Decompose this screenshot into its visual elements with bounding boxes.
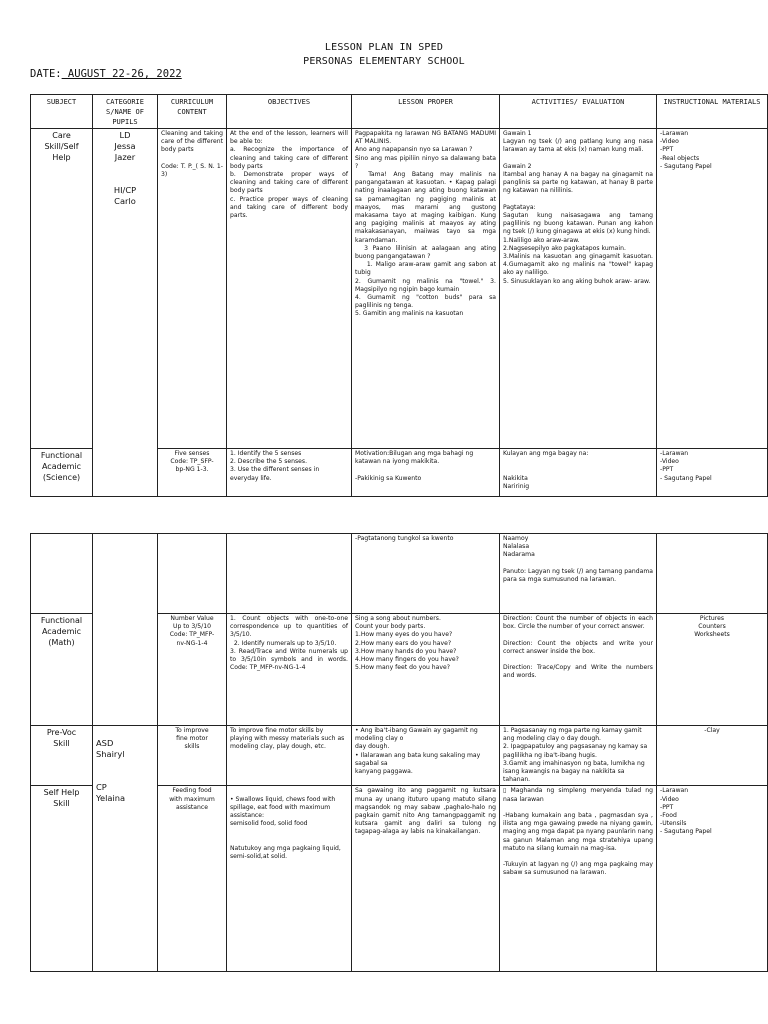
- cell-line: [503, 853, 653, 861]
- col-header-pupils: CATEGORIE S/NAME OF PUPILS: [93, 95, 158, 129]
- cell-line: To improve: [175, 727, 209, 734]
- subject-cell: [31, 129, 93, 449]
- cell-line: [96, 727, 154, 738]
- cell-line: -Tukuyin at lagyan ng (/) ang mga pagkaing may sabaw sa sumusunod na larawan.: [503, 861, 655, 877]
- cell-line: Direction: Count the objects and write your correct answer inside the box.: [503, 639, 655, 655]
- cell-line: Worksheets: [694, 631, 730, 639]
- cell-line: Cleaning and taking care of the different body parts: [161, 130, 225, 154]
- cell-line: kanyang paggawa.: [355, 768, 413, 776]
- cell-line: -Larawan: [660, 130, 689, 137]
- cell-line: Pictures: [699, 615, 725, 622]
- lesson-plan-table-2: [30, 533, 768, 972]
- cell-line: -Pakikinig sa Kuwento: [355, 474, 422, 482]
- cell-line: - Sagutang Papel: [660, 474, 712, 482]
- cell-line: Care: [52, 131, 71, 140]
- cell-line: 1.How many eyes do you have?: [355, 631, 453, 639]
- objectives-cell: [227, 726, 352, 786]
- cell-line: Sino ang mas pipiliin ninyo sa dalawang bata ?: [355, 154, 498, 170]
- activities-cell: [500, 614, 657, 726]
- curriculum-cell: [158, 786, 227, 972]
- cell-line: [96, 174, 154, 185]
- col-header-lesson-proper: LESSON PROPER: [352, 95, 500, 129]
- pupils-cell: [93, 726, 158, 972]
- subject-cell: [31, 786, 93, 972]
- objectives-cell: [227, 786, 352, 972]
- cell-line: Pagpapakita ng larawan NG BATANG MADUMI AT MALINIS.: [355, 130, 498, 146]
- cell-line: -Clay: [704, 727, 720, 734]
- curriculum-cell: [158, 129, 227, 449]
- lesson-proper-cell: [352, 534, 500, 614]
- pupils-cell: [93, 534, 158, 726]
- cell-line: [355, 466, 496, 474]
- cell-line: • Ang iba't-ibang Gawain ay gagamit ng modeling clay o: [355, 727, 480, 743]
- cell-line: Jessa: [114, 141, 136, 151]
- cell-line: -PPT: [660, 803, 674, 811]
- cell-line: [230, 837, 348, 845]
- col-header-activities: ACTIVITIES/ EVALUATION: [500, 95, 657, 129]
- col-header-objectives: OBJECTIVES: [227, 95, 352, 129]
- curriculum-cell: [158, 534, 227, 614]
- cell-line: Yelaina: [96, 793, 126, 803]
- cell-line: ASD: [96, 738, 114, 748]
- lesson-plan-table-1: [30, 94, 768, 497]
- cell-line: b. Demonstrate proper ways of cleaning and taking care of different body parts: [230, 171, 350, 195]
- cell-line: 4. Gumamit ng "cotton buds" para sa paglilinis ng tenga.: [355, 294, 498, 310]
- objectives-cell: [227, 449, 352, 497]
- lesson-proper-cell: [352, 786, 500, 972]
- cell-line: Motivation:Bilugan ang mga bahagi ng katawan na iyong makikita.: [355, 450, 476, 466]
- cell-line: (Math): [48, 638, 75, 647]
- cell-line: Pagtataya:: [503, 203, 536, 211]
- cell-line: Code: T. P._( S. N. 1-3): [161, 162, 223, 179]
- materials-cell: [657, 129, 768, 449]
- materials-cell: [657, 726, 768, 786]
- cell-line: Panuto: Lagyan ng tsek (/) ang tamang pandama para sa mga sumusunod na larawan.: [503, 567, 655, 584]
- cell-line: -PPT: [660, 146, 674, 154]
- cell-line: LD: [119, 130, 131, 140]
- cell-line: semisolid food, solid food: [230, 820, 308, 828]
- cell-line: Help: [52, 153, 71, 162]
- document-title: LESSON PLAN IN SPED: [324, 42, 444, 53]
- cell-line: Carlo: [114, 196, 136, 206]
- subject-cell: [31, 614, 93, 726]
- cell-line: 1. Identify the 5 senses: [230, 450, 302, 457]
- cell-line: [230, 787, 348, 795]
- cell-line: Itambal ang hanay A na bagay na ginagamit na panglinis sa parte ng katawan, at hanay B parte ng katawan na nililinis.: [503, 171, 655, 195]
- cell-line: Five senses: [174, 450, 210, 457]
- cell-line: [503, 155, 653, 163]
- cell-line: 3. Use the different senses in everyday life.: [230, 466, 322, 482]
- cell-line: [96, 760, 154, 771]
- col-header-subject: SUBJECT: [31, 95, 93, 129]
- cell-line: skills: [184, 743, 200, 751]
- cell-line: 5. Gamitin ang malinis na kasuotan: [355, 310, 464, 318]
- cell-line: [161, 155, 223, 163]
- activities-cell: [500, 534, 657, 614]
- cell-line: At the end of the lesson, learners will be able to:: [230, 130, 350, 146]
- materials-cell: [657, 534, 768, 614]
- cell-line: Kulayan ang mga bagay na:: [503, 450, 589, 457]
- subject-cell: [31, 449, 93, 497]
- cell-line: Skill/Self: [44, 142, 79, 151]
- cell-line: [503, 560, 653, 568]
- cell-line: (Science): [42, 473, 81, 482]
- lesson-proper-cell: [352, 129, 500, 449]
- cell-line: 2. Describe the 5 senses.: [230, 458, 308, 466]
- cell-line: - Sagutang Papel: [660, 162, 712, 170]
- cell-line: Sagutan kung naisasagawa ang tamang paglilinis ng buong katawan. Punan ang kahon ng tsek (/) kung ginagawa at ekis (x) kung hindi.: [503, 212, 655, 236]
- materials-cell: [657, 449, 768, 497]
- col-header-curriculum: CURRICULUM CONTENT: [158, 95, 227, 129]
- cell-line: [503, 804, 653, 812]
- activities-cell: [500, 786, 657, 972]
- cell-line: Shairyl: [96, 749, 125, 759]
- cell-line: [96, 163, 154, 174]
- materials-cell: [657, 786, 768, 972]
- cell-line: Gawain 2: [503, 162, 532, 170]
- cell-line: with maximum: [169, 795, 215, 803]
- cell-line: Number Value: [170, 615, 214, 622]
- lesson-proper-cell: [352, 449, 500, 497]
- cell-line: Functional: [40, 451, 83, 460]
- cell-line: nv-NG-1-4: [176, 639, 208, 647]
- cell-line: 1. Maligo araw-araw gamit ang sabon at tubig: [355, 261, 498, 277]
- cell-line: Counters: [698, 623, 726, 631]
- cell-line: Pre-Voc: [46, 728, 77, 737]
- cell-line: -Habang kumakain ang bata , pagmasdan sya , ilista ang mga gawaing pwede na niyang gawin, maging ang mga dapat pa nyang paunlarin nang sa ganun Malaman ang mga stratehiya upang matuto na silang kumain na mag-isa.: [503, 812, 655, 852]
- cell-line: 3.Gamit ang imahinasyon ng bata, lumikha ng isang kawangis na bagay na nakikita sa tahanan.: [503, 759, 647, 784]
- cell-line: Count your body parts.: [355, 623, 426, 631]
- cell-line: [503, 466, 653, 474]
- cell-line: Nakikita: [503, 474, 528, 482]
- cell-line: Up to 3/5/10: [173, 623, 211, 631]
- date-line: [30, 68, 182, 80]
- cell-line: 2.How many ears do you have?: [355, 639, 452, 647]
- cell-line: 1. Count objects with one-to-one correspondence up to quantities of 3/5/10.: [230, 615, 350, 639]
- table-row: [31, 534, 768, 614]
- cell-line: -Larawan: [660, 450, 689, 457]
- objectives-cell: [227, 614, 352, 726]
- curriculum-cell: [158, 726, 227, 786]
- date-value: AUGUST 22-26, 2022: [61, 68, 182, 80]
- materials-cell: [657, 614, 768, 726]
- cell-line: Code: TP_SFP-: [170, 458, 214, 466]
- cell-line: Gawain 1: [503, 130, 532, 137]
- activities-cell: [500, 129, 657, 449]
- cell-line: Direction: Count the number of objects in each box. Circle the number of your correct answer.: [503, 615, 655, 631]
- cell-line: bp-NG 1-3.: [175, 466, 209, 474]
- cell-line: 5. Sinusuklayan ko ang aking buhok araw- araw.: [503, 277, 651, 285]
- cell-line: CP: [96, 782, 107, 792]
- cell-line: Nadarama: [503, 551, 535, 559]
- cell-line: To improve fine motor skills by: [230, 727, 324, 734]
- cell-line: -Video: [660, 138, 679, 146]
- curriculum-cell: [158, 614, 227, 726]
- cell-line: [96, 771, 154, 782]
- cell-line: -Pagtatanong tungkol sa kwento: [355, 535, 454, 542]
- cell-line: -Larawan: [660, 787, 689, 795]
- activities-cell: [500, 449, 657, 497]
- table-row: [31, 129, 768, 449]
- cell-line: Code: TP_MFP-: [169, 631, 215, 639]
- objectives-cell: [227, 129, 352, 449]
- cell-line: -Food: [660, 812, 677, 820]
- cell-line: playing with messy materials such as modeling clay, play dough, etc.: [230, 735, 347, 751]
- cell-line: Natutukoy ang mga pagkaing liquid, semi-solid,at solid.: [230, 844, 343, 861]
- table-row: [31, 726, 768, 786]
- cell-line: 2. Ipagpapatuloy ang pagsasanay ng kamay sa paglilikha ng iba't-ibang hugis.: [503, 743, 650, 759]
- subject-cell: [31, 726, 93, 786]
- cell-line: Nalalasa: [503, 543, 530, 551]
- lesson-proper-cell: [352, 726, 500, 786]
- cell-line: 2. Gumamit ng malinis na "towel." 3. Magsipilyo ng ngipin bago kumain: [355, 277, 498, 293]
- cell-line: 4.How many fingers do you have?: [355, 656, 459, 664]
- cell-line: 2.Nagsesepilyo ako pagkatapos kumain.: [503, 244, 626, 252]
- cell-line: -Utensils: [660, 820, 687, 828]
- cell-line: Self Help: [43, 788, 80, 798]
- objectives-cell: [227, 534, 352, 614]
- curriculum-cell: [158, 449, 227, 497]
- cell-line: 3.Malinis na kasuotan ang ginagamit kasuotan. 4.Gumagamit ako ng malinis na "towel" kapag ako ay naliligo.: [503, 253, 655, 277]
- date-label: DATE:: [30, 68, 62, 80]
- cell-line: c. Practice proper ways of cleaning and taking care of different body parts.: [230, 195, 350, 220]
- cell-line: 3 Paano lilinisin at aalagaan ang ating buong pangangatawan ?: [355, 244, 498, 261]
- lesson-proper-cell: [352, 614, 500, 726]
- cell-line: Lagyan ng tsek (/) ang patlang kung ang nasa larawan ay tama at ekis (x) naman kung mali.: [503, 138, 655, 154]
- subject-cell: [31, 534, 93, 614]
- cell-line: - Sagutang Papel: [660, 828, 712, 836]
- cell-line: Sing a song about numbers.: [355, 615, 441, 622]
- cell-line: 1.Naliligo ako araw-araw.: [503, 236, 580, 244]
- cell-line: a. Recognize the importance of cleaning and taking care of different body parts: [230, 146, 350, 170]
- cell-line: [503, 631, 653, 639]
- pupils-cell: [93, 129, 158, 497]
- cell-line: 2. Identify numerals up to 3/5/10.: [230, 639, 337, 647]
- cell-line: Sa gawaing ito ang paggamit ng kutsara muna ay unang ituturo upang matuto silang magsandok ng may sabaw ,paghalo-halo ng pagkain gamit nito Ang tamangpaggamit ng kutsara gamit ang daliri sa tulong ng tagapag-alaga ay labis na kinakailangan.: [355, 787, 498, 836]
- cell-line: -PPT: [660, 466, 674, 474]
- cell-line: • Swallows liquid, chews food with spillage, eat food with maximum assistance:: [230, 795, 338, 820]
- cell-line: Academic: [41, 462, 82, 471]
- cell-line: Naamoy: [503, 535, 529, 542]
- cell-line: Functional: [40, 616, 83, 625]
- cell-line: Skill: [53, 799, 70, 809]
- cell-line: HI/CP: [113, 185, 137, 195]
- cell-line: -Video: [660, 795, 679, 803]
- cell-line: -Video: [660, 458, 679, 466]
- school-name: PERSONAS ELEMENTARY SCHOOL: [303, 56, 465, 67]
- cell-line: Jazer: [114, 152, 136, 162]
- cell-line: Naririnig: [503, 482, 530, 490]
- col-header-materials: INSTRUCTIONAL MATERIALS: [657, 95, 768, 129]
- cell-line: [503, 656, 653, 664]
- cell-line: Academic: [41, 627, 82, 636]
- cell-line: [503, 458, 653, 466]
- cell-line: Tama! Ang Batang may malinis na pangangatawan at kasuotan. • Kapag palagi nating inaalagaan ang ating buong katawan sa pamamagitan ng pagiging malinis at maayos, mas marami ang gustong makasama tayo at maging kaibigan. Kung ang pagiging malinis at maayos ay ating makakasanayan, maiiwas tayo sa mga karamdaman.: [355, 171, 498, 244]
- cell-line: 3. Read/Trace and Write numerals up to 3/5/10in symbols and in words. Code: TP_MFP-nv-NG-1-4: [230, 647, 350, 672]
- cell-line: assistance: [175, 803, 209, 811]
- cell-line: Ano ang napapansin nyo sa Larawan ?: [355, 146, 473, 154]
- cell-line: 1. Pagsasanay ng mga parte ng kamay gamit ang modeling clay o day dough.: [503, 727, 644, 743]
- cell-line: -Real objects: [660, 154, 700, 162]
- cell-line: 3.How many hands do you have?: [355, 647, 457, 655]
- cell-line: • Ilalarawan ang bata kung sakaling may sagabal sa: [355, 751, 483, 767]
- cell-line: [503, 196, 653, 204]
- cell-line: ▯ Maghanda ng simpleng meryenda tulad ng nasa larawan: [503, 787, 655, 803]
- cell-line: fine motor: [176, 735, 208, 743]
- header-row: [31, 95, 768, 129]
- cell-line: [230, 828, 348, 836]
- cell-line: day dough.: [355, 743, 390, 751]
- cell-line: 5.How many feet do you have?: [355, 664, 450, 672]
- cell-line: Direction: Trace/Copy and Write the numbers and words.: [503, 664, 655, 680]
- activities-cell: [500, 726, 657, 786]
- cell-line: Feeding food: [172, 787, 212, 795]
- cell-line: Skill: [53, 739, 70, 748]
